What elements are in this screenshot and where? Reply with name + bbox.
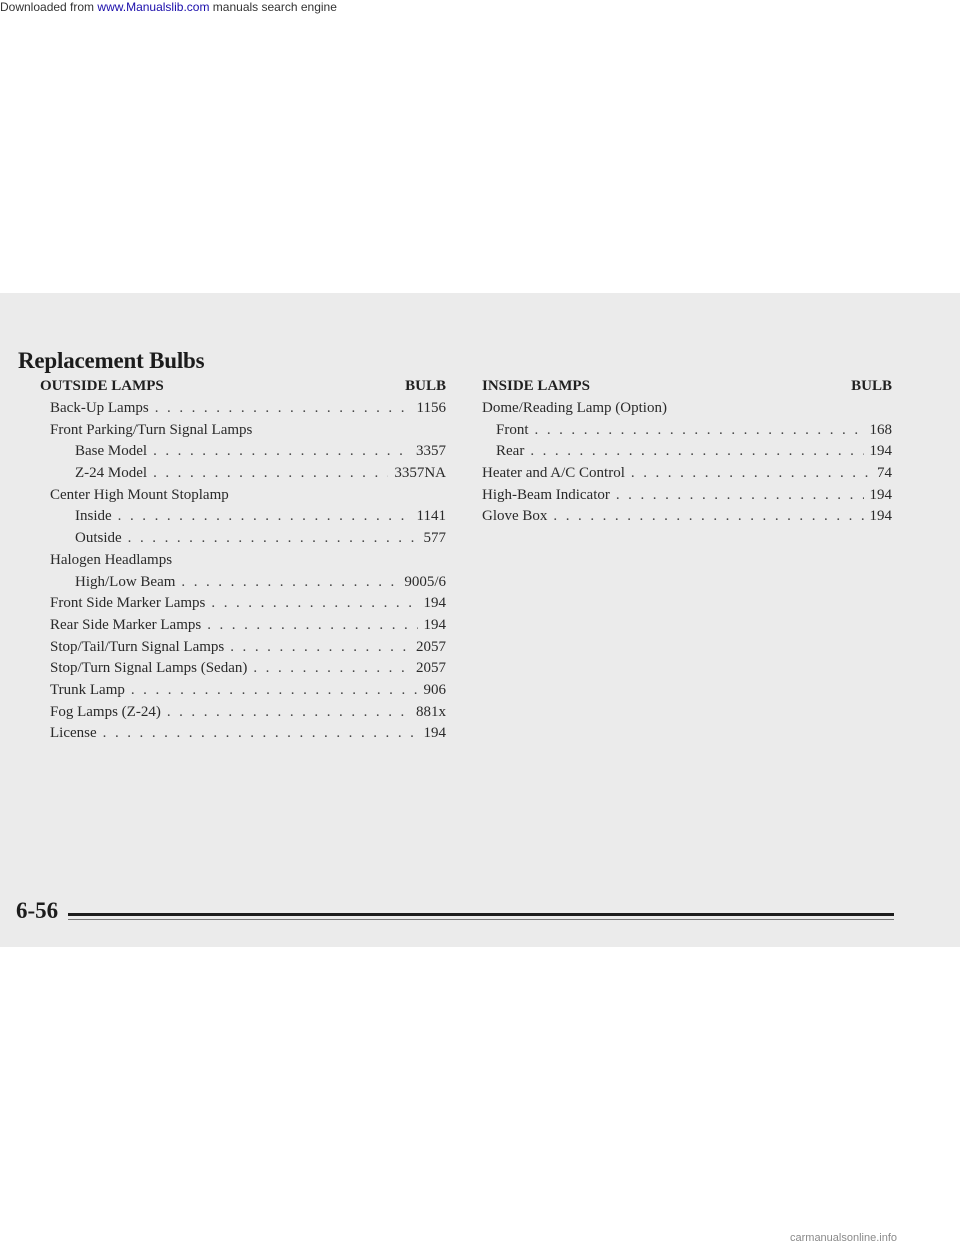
inside-bulb-header: BULB bbox=[851, 378, 892, 394]
bulb-number: 3357NA bbox=[394, 465, 446, 482]
bulb-row bbox=[40, 400, 446, 422]
bulb-label: Outside bbox=[75, 530, 122, 547]
bulb-number: 906 bbox=[423, 681, 446, 698]
bulb-label: Glove Box bbox=[482, 508, 548, 525]
bulb-label: Trunk Lamp bbox=[50, 681, 125, 698]
bulb-row bbox=[40, 422, 446, 444]
bulb-number: 1156 bbox=[416, 400, 446, 416]
bulb-number: 577 bbox=[423, 530, 446, 547]
bulb-number: 9005/6 bbox=[404, 573, 446, 590]
dot-leader bbox=[535, 422, 864, 439]
bulb-row bbox=[40, 465, 446, 487]
bulb-label: Inside bbox=[75, 508, 112, 525]
bulb-number: 168 bbox=[869, 421, 892, 438]
dot-leader bbox=[155, 400, 411, 417]
page-title: Replacement Bulbs bbox=[18, 348, 205, 373]
bulb-number: 194 bbox=[423, 616, 446, 633]
inside-lamps-column bbox=[482, 378, 892, 530]
bulb-number: 881x bbox=[416, 703, 446, 720]
page-number: 6-56 bbox=[16, 898, 59, 923]
bulb-label: Front Side Marker Lamps bbox=[50, 595, 206, 612]
bulb-label: Z-24 Model bbox=[75, 465, 148, 482]
bulb-number: 194 bbox=[423, 725, 446, 742]
bulb-label: Rear Side Marker Lamps bbox=[50, 616, 202, 633]
bulb-number: 194 bbox=[423, 595, 446, 612]
outside-lamps-column bbox=[40, 378, 446, 747]
dot-leader bbox=[153, 443, 410, 460]
bulb-group-label: Dome/Reading Lamp (Option) bbox=[482, 400, 667, 416]
bulb-row bbox=[40, 443, 446, 465]
bulb-row bbox=[40, 617, 446, 639]
bulb-row bbox=[40, 595, 446, 617]
dot-leader bbox=[631, 465, 871, 482]
bulb-label: License bbox=[50, 725, 97, 742]
bulb-label: Back-Up Lamps bbox=[50, 400, 149, 416]
bulb-row bbox=[482, 400, 892, 422]
dot-leader bbox=[553, 508, 863, 525]
dot-leader bbox=[230, 639, 410, 656]
bulb-row bbox=[482, 422, 892, 444]
bulb-number: 2057 bbox=[416, 660, 446, 677]
manualslib-link[interactable]: www.Manualslib.com bbox=[97, 0, 210, 14]
download-banner bbox=[0, 0, 337, 14]
bulb-label: Stop/Turn Signal Lamps (Sedan) bbox=[50, 660, 248, 677]
dot-leader bbox=[181, 574, 398, 591]
bulb-row bbox=[40, 725, 446, 747]
dot-leader bbox=[103, 725, 418, 742]
bulb-group-label: Center High Mount Stoplamp bbox=[50, 486, 229, 503]
bulb-number: 74 bbox=[877, 465, 892, 482]
bulb-row bbox=[482, 465, 892, 487]
bulb-label: Front bbox=[496, 421, 529, 438]
bulb-number: 194 bbox=[869, 443, 892, 460]
bulb-label: Fog Lamps (Z-24) bbox=[50, 703, 161, 720]
dot-leader bbox=[207, 617, 417, 634]
dot-leader bbox=[253, 660, 410, 677]
bulb-number: 194 bbox=[869, 486, 892, 503]
banner-suffix: manuals search engine bbox=[212, 0, 337, 14]
bulb-label: Rear bbox=[496, 443, 525, 460]
bulb-group-label: Front Parking/Turn Signal Lamps bbox=[50, 421, 253, 438]
dot-leader bbox=[616, 487, 864, 504]
bulb-label: Heater and A/C Control bbox=[482, 465, 625, 482]
bulb-number: 3357 bbox=[416, 443, 446, 460]
bulb-label: Base Model bbox=[75, 443, 148, 460]
bulb-number: 194 bbox=[869, 508, 892, 525]
bulb-row bbox=[40, 530, 446, 552]
bulb-row bbox=[40, 487, 446, 509]
bulb-row bbox=[40, 639, 446, 661]
bulb-row bbox=[40, 508, 446, 530]
bulb-label: High/Low Beam bbox=[75, 573, 176, 590]
dot-leader bbox=[118, 508, 411, 525]
bulb-row bbox=[482, 443, 892, 465]
dot-leader bbox=[128, 530, 418, 547]
dot-leader bbox=[131, 682, 418, 699]
bulb-label: High-Beam Indicator bbox=[482, 486, 610, 503]
outside-lamps-header bbox=[40, 378, 446, 400]
dot-leader bbox=[167, 704, 410, 721]
bulb-group-label: Halogen Headlamps bbox=[50, 551, 173, 568]
dot-leader bbox=[530, 443, 863, 460]
bulb-label: Stop/Tail/Turn Signal Lamps bbox=[50, 638, 225, 655]
watermark: carmanualsonline.info bbox=[790, 1232, 898, 1244]
footer-rule-thin bbox=[68, 919, 894, 920]
dot-leader bbox=[153, 465, 388, 482]
inside-lamps-header bbox=[482, 378, 892, 400]
dot-leader bbox=[211, 595, 417, 612]
outside-bulb-header: BULB bbox=[405, 378, 446, 394]
bulb-row bbox=[482, 487, 892, 509]
bulb-row bbox=[40, 682, 446, 704]
bulb-row bbox=[40, 660, 446, 682]
banner-prefix: Downloaded from bbox=[0, 0, 95, 14]
bulb-number: 2057 bbox=[416, 638, 446, 655]
bulb-number: 1141 bbox=[416, 508, 446, 525]
inside-lamps-title: INSIDE LAMPS bbox=[482, 378, 590, 394]
bulb-row bbox=[40, 552, 446, 574]
footer-rule bbox=[68, 913, 894, 916]
outside-lamps-title: OUTSIDE LAMPS bbox=[40, 378, 164, 394]
bulb-row bbox=[40, 704, 446, 726]
bulb-row bbox=[482, 508, 892, 530]
bulb-row bbox=[40, 574, 446, 596]
